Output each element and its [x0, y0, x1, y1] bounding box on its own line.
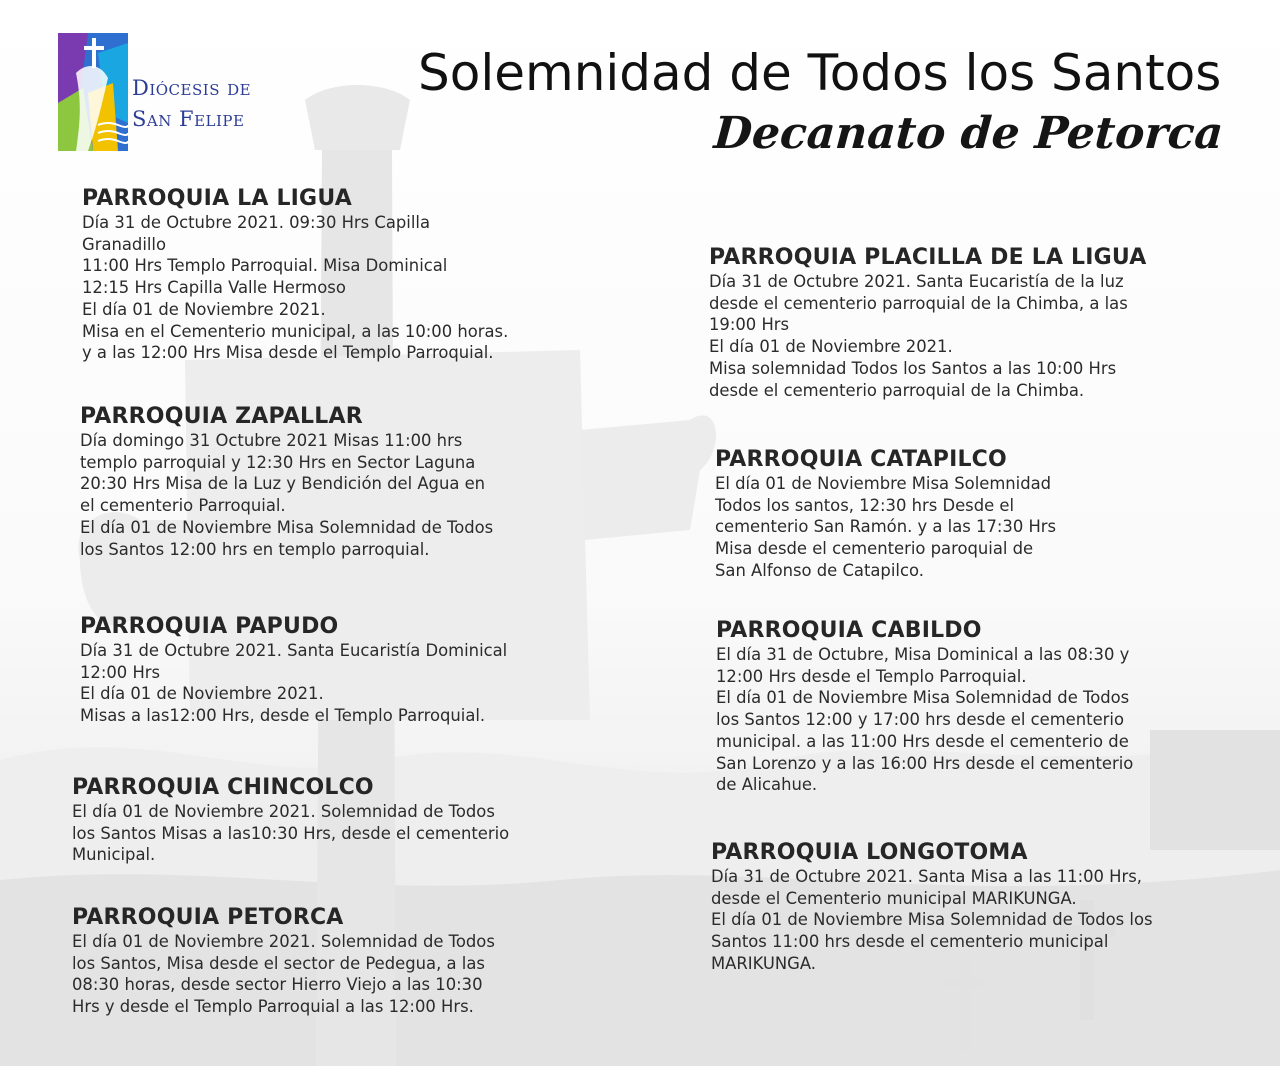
logo-line-1: Diócesis de: [132, 76, 252, 100]
parish-line: 12:15 Hrs Capilla Valle Hermoso: [82, 278, 346, 298]
parish-line: municipal. a las 11:00 Hrs desde el cementerio de: [716, 731, 1129, 751]
parish-heading: PARROQUIA LONGOTOMA: [711, 840, 1028, 865]
parish-line: 12:00 Hrs desde el Templo Parroquial.: [716, 666, 1027, 686]
parish-line: y a las 12:00 Hrs Misa desde el Templo Parroquial.: [82, 343, 494, 363]
parish-heading: PARROQUIA LA LIGUA: [82, 186, 352, 211]
page-subtitle: Decanato de Petorca: [712, 108, 1225, 159]
parish-heading: PARROQUIA ZAPALLAR: [80, 404, 363, 429]
parish-line: El día 01 de Noviembre 2021.: [82, 299, 326, 319]
parish-line: Misa en el Cementerio municipal, a las 10:00 horas.: [82, 321, 509, 341]
parish-heading: PARROQUIA PLACILLA DE LA LIGUA: [709, 245, 1147, 270]
page-title: Solemnidad de Todos los Santos: [418, 44, 1222, 102]
parish-line: templo parroquial y 12:30 Hrs en Sector Laguna: [80, 452, 476, 472]
logo-line-2: San Felipe: [132, 107, 245, 131]
parish-line: Misa desde el cementerio paroquial de: [715, 539, 1034, 559]
parish-heading: PARROQUIA CABILDO: [716, 618, 982, 643]
parish-line: El día 01 de Noviembre 2021. Solemnidad de Todos: [72, 932, 495, 951]
parish-line: Día 31 de Octubre 2021. Santa Misa a las 11:00 Hrs,: [711, 867, 1142, 886]
parish-line: Misa solemnidad Todos los Santos a las 10:00 Hrs: [709, 358, 1117, 378]
parish-petorca: [72, 905, 495, 1018]
parish-line: 19:00 Hrs: [709, 315, 790, 335]
parish-line: el cementerio Parroquial.: [80, 496, 286, 516]
parish-papudo: [80, 614, 507, 727]
parish-line: Misas a las12:00 Hrs, desde el Templo Parroquial.: [80, 706, 486, 726]
parish-line: los Santos 12:00 y 17:00 hrs desde el cementerio: [716, 710, 1124, 730]
parish-line: desde el cementerio parroquial de la Chimba, a las: [709, 293, 1128, 313]
parish-line: los Santos 12:00 hrs en templo parroquial.: [80, 539, 430, 559]
parish-line: 20:30 Hrs Misa de la Luz y Bendición del Agua en: [80, 474, 486, 494]
parish-line: El día 01 de Noviembre Misa Solemnidad de Todos: [716, 688, 1130, 708]
parish-line: cementerio San Ramón. y a las 17:30 Hrs: [715, 517, 1057, 537]
diocese-logo: [58, 33, 288, 153]
parish-line: El día 31 de Octubre, Misa Dominical a las 08:30 y: [716, 645, 1130, 664]
parish-line: desde el Cementerio municipal MARIKUNGA.: [711, 888, 1077, 908]
parish-heading: PARROQUIA PETORCA: [72, 905, 344, 930]
parish-line: El día 01 de Noviembre Misa Solemnidad de Todos: [80, 517, 494, 537]
parish-catapilco: [715, 447, 1056, 582]
parish-cabildo: [716, 618, 1133, 796]
parish-line: de Alicahue.: [716, 775, 818, 795]
parish-heading: PARROQUIA CHINCOLCO: [72, 775, 374, 800]
parish-heading: PARROQUIA PAPUDO: [80, 614, 339, 639]
parish-la-ligua: [82, 186, 508, 364]
parish-line: Día 31 de Octubre 2021. 09:30 Hrs Capilla: [82, 213, 430, 232]
parish-line: San Alfonso de Catapilco.: [715, 560, 924, 580]
parish-line: Día domingo 31 Octubre 2021 Misas 11:00 hrs: [80, 431, 463, 450]
parish-line: El día 01 de Noviembre Misa Solemnidad: [715, 474, 1052, 493]
parish-line: Santos 11:00 hrs desde el cementerio municipal: [711, 932, 1109, 952]
parish-line: desde el cementerio parroquial de la Chimba.: [709, 380, 1085, 400]
parish-placilla-de-la-ligua: [709, 245, 1147, 401]
parish-line: Día 31 de Octubre 2021. Santa Eucaristía Dominical: [80, 641, 508, 660]
parish-line: Día 31 de Octubre 2021. Santa Eucaristía de la luz: [709, 272, 1124, 291]
parish-line: MARIKUNGA.: [711, 953, 816, 973]
parish-line: 08:30 horas, desde sector Hierro Viejo a las 10:30: [72, 975, 483, 995]
parish-heading: PARROQUIA CATAPILCO: [715, 447, 1007, 472]
parish-line: El día 01 de Noviembre 2021.: [80, 684, 324, 704]
parish-line: El día 01 de Noviembre 2021.: [709, 337, 953, 357]
parish-line: 11:00 Hrs Templo Parroquial. Misa Dominical: [82, 256, 448, 276]
parish-line: El día 01 de Noviembre Misa Solemnidad de Todos los: [711, 910, 1153, 930]
parish-zapallar: [80, 404, 493, 560]
parish-line: 12:00 Hrs: [80, 662, 161, 682]
parish-longotoma: [711, 840, 1153, 975]
parish-line: Municipal.: [72, 845, 156, 865]
parish-line: El día 01 de Noviembre 2021. Solemnidad de Todos: [72, 802, 495, 821]
logo-text: [132, 73, 251, 135]
parish-line: los Santos, Misa desde el sector de Pedegua, a las: [72, 953, 485, 973]
parish-line: San Lorenzo y a las 16:00 Hrs desde el cementerio: [716, 753, 1134, 773]
diocese-emblem-icon: [58, 33, 128, 153]
parish-chincolco: [72, 775, 509, 866]
parish-line: Todos los santos, 12:30 hrs Desde el: [715, 495, 1015, 515]
parish-line: los Santos Misas a las10:30 Hrs, desde el cementerio: [72, 823, 510, 843]
parish-line: Granadillo: [82, 234, 167, 254]
parish-line: Hrs y desde el Templo Parroquial a las 12:00 Hrs.: [72, 997, 474, 1017]
